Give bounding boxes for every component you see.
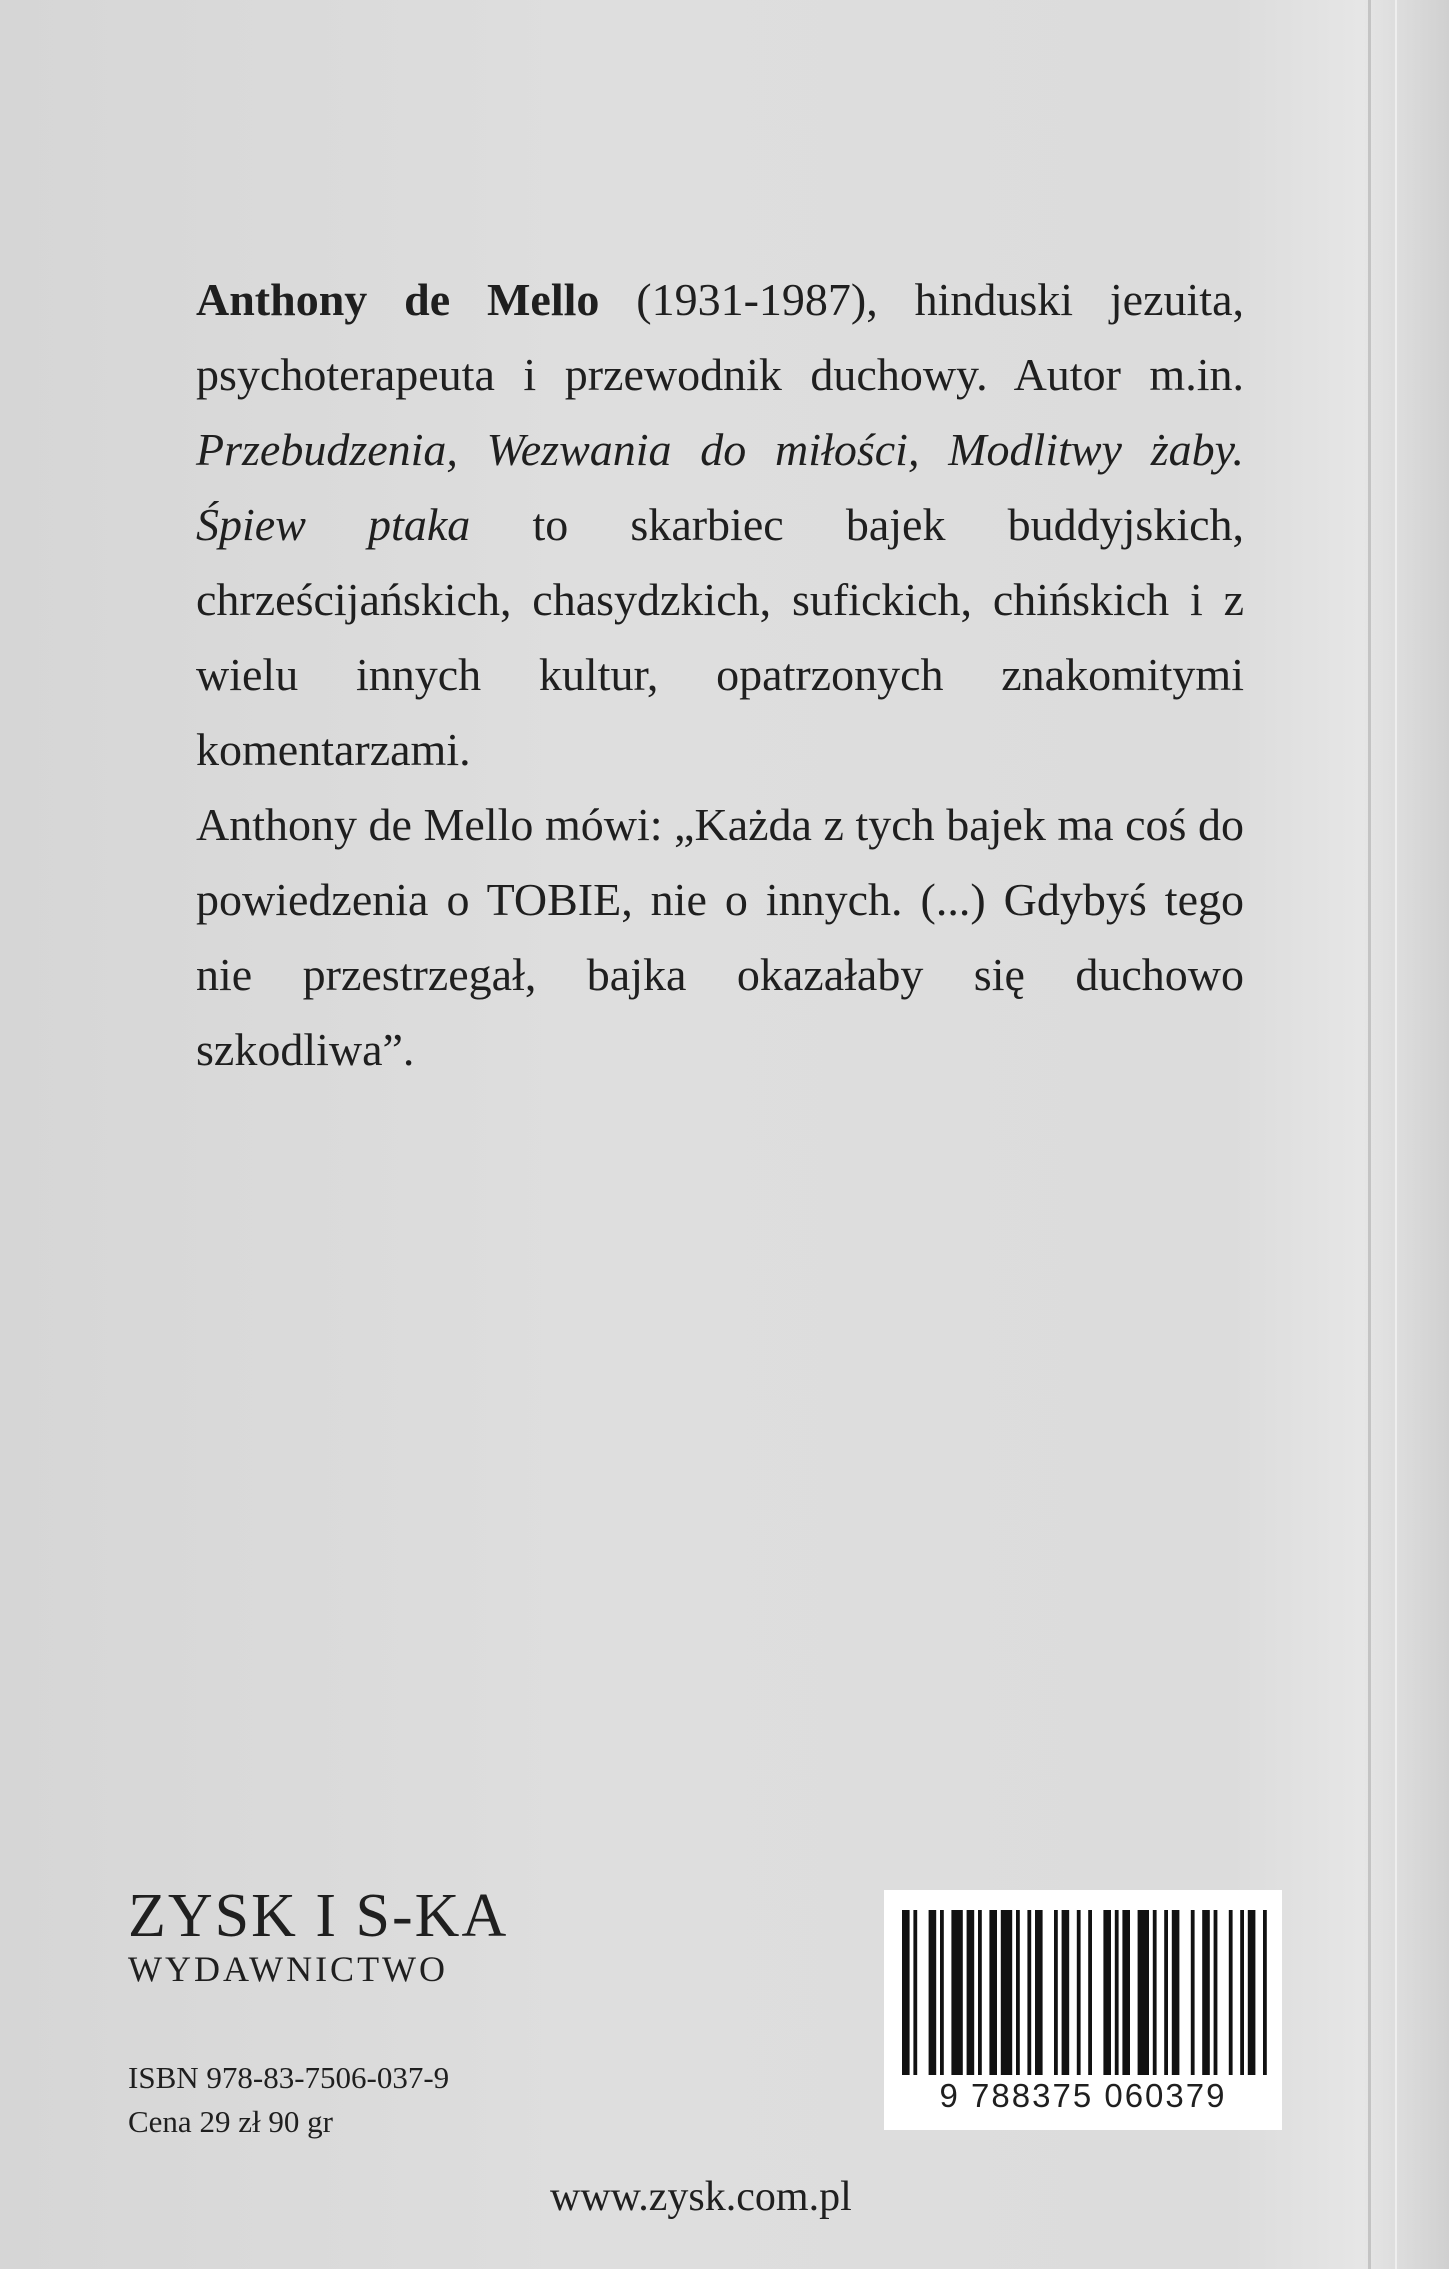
barcode-bar xyxy=(1115,1910,1119,2075)
barcode-bar xyxy=(902,1910,910,2075)
barcode-bar xyxy=(967,1910,975,2075)
publisher-logo xyxy=(128,1882,509,1989)
barcode-bar xyxy=(1054,1910,1058,2075)
barcode-bar xyxy=(1016,1910,1020,2075)
isbn-number: ISBN 978-83-7506-037-9 xyxy=(128,2060,450,2095)
barcode-bars xyxy=(884,1890,1282,2080)
barcode-bar xyxy=(1153,1910,1157,2075)
publisher-name: ZYSK I S-KA xyxy=(128,1882,509,1950)
barcode-bar xyxy=(1202,1910,1210,2075)
barcode xyxy=(884,1890,1282,2130)
barcode-bar xyxy=(1240,1910,1244,2075)
barcode-bar xyxy=(1172,1910,1180,2075)
barcode-bar xyxy=(1214,1910,1218,2075)
barcode-bar xyxy=(1191,1910,1195,2075)
other-works: Przebudzenia, Wezwania do miłości, Modlitwy żaby. xyxy=(196,424,1244,475)
author-name: Anthony de Mello xyxy=(196,274,600,325)
barcode-bar xyxy=(989,1910,997,2075)
barcode-bar xyxy=(929,1910,937,2075)
cover-fold-line xyxy=(1368,0,1371,2269)
isbn-price-block xyxy=(128,2056,449,2144)
blurb-quote: Anthony de Mello mówi: „Każda z tych bajek ma coś do powiedzenia o TOBIE, nie o innych. (...) Gdybyś tego nie przestrzegał, bajka okazałaby się duchowo szkodliwa”. xyxy=(196,799,1244,1075)
barcode-bar xyxy=(978,1910,982,2075)
author-bio: (1931-1987), hinduski jezuita, psychoterapeuta i przewodnik duchowy. Autor m.in. xyxy=(196,274,1244,400)
barcode-bar xyxy=(1164,1910,1168,2075)
barcode-bar xyxy=(1001,1910,1012,2075)
book-title: Śpiew ptaka xyxy=(196,499,471,550)
price: Cena 29 zł 90 gr xyxy=(128,2104,333,2139)
barcode-bar xyxy=(1035,1910,1043,2075)
barcode-bar xyxy=(1062,1910,1070,2075)
blurb-text xyxy=(196,262,1244,1087)
cover-edge-highlight xyxy=(1395,0,1397,2269)
publisher-website: www.zysk.com.pl xyxy=(550,2174,852,2220)
barcode-number: 9 788375 060379 xyxy=(939,2077,1227,2114)
publisher-subtitle: WYDAWNICTWO xyxy=(128,1949,449,1989)
barcode-bar xyxy=(940,1910,944,2075)
barcode-bar xyxy=(1103,1910,1111,2075)
barcode-bar xyxy=(1138,1910,1149,2075)
book-description: to skarbiec bajek buddyjskich, chrześcijańskich, chasydzkich, sufickich, chińskich i z wielu innych kultur, opatrzonych znakomitymi komentarzami. xyxy=(196,499,1245,775)
barcode-bar xyxy=(1248,1910,1256,2075)
barcode-bar xyxy=(1229,1910,1233,2075)
blurb-paragraph-intro xyxy=(196,262,1244,787)
barcode-bar xyxy=(913,1910,917,2075)
barcode-bar xyxy=(1263,1910,1267,2075)
barcode-bar xyxy=(951,1910,962,2075)
barcode-bar xyxy=(1027,1910,1031,2075)
barcode-bar xyxy=(1077,1910,1081,2075)
barcode-bar xyxy=(1122,1910,1130,2075)
barcode-bar xyxy=(1088,1910,1092,2075)
